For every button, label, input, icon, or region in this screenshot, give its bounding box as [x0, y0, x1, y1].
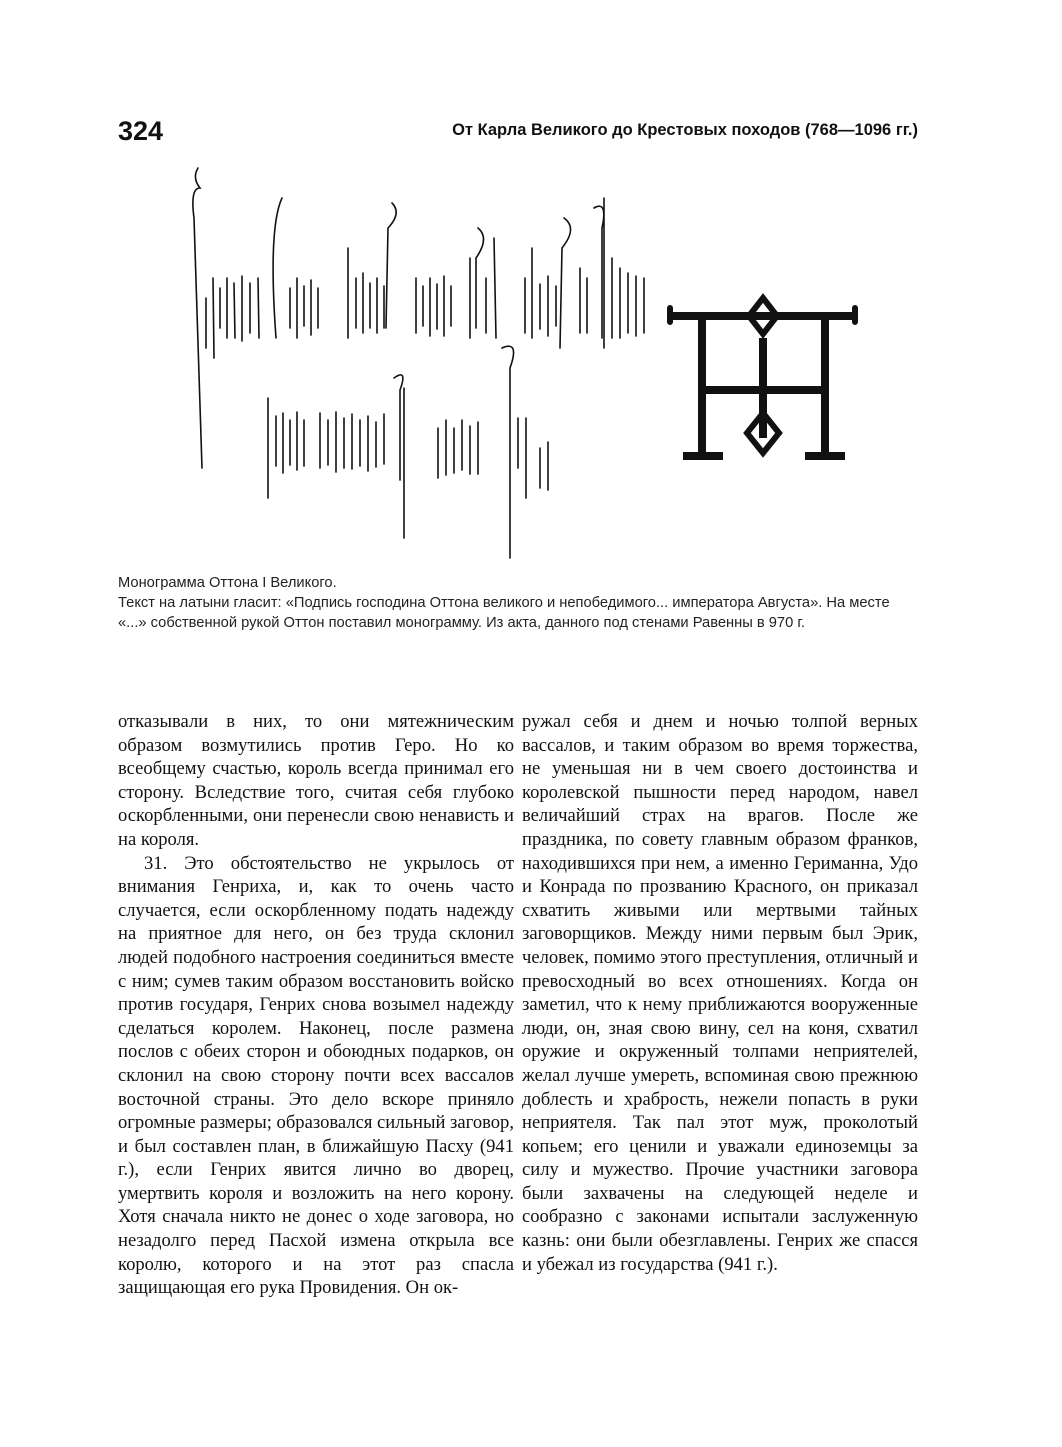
figure-caption: [118, 573, 898, 633]
caption-body: Текст на латыни гласит: «Подпись господина Оттона великого и непобедимого... императора Августа». На месте «...» собственной рукой Оттон поставил монограмму. Из акта, данного под стенами Равенны в 970 г.: [118, 595, 890, 631]
monogram-illustration: [180, 158, 880, 566]
page-header: [118, 112, 918, 152]
text-column-right: [522, 710, 918, 1276]
caption-title: Монограмма Оттона I Великого.: [118, 575, 337, 591]
text-column-left: [118, 710, 514, 1300]
paragraph: ружал себя и днем и ночью толпой верных вассалов, и таким образом во время торжества, не уменьшая ни в чем своего достоинства и королевской пышности перед народом, навел величайший страх на врагов. После же праздника, по совету главным образом франков, находившихся при нем, а именно Гериманна, Удо и Конрада по прозванию Красного, он приказал схватить живыми или мертвыми тайных заговорщиков. Между ними первым был Эрик, человек, помимо этого преступления, отличный и превосходный во всех отношениях. Когда он заметил, что к нему приближаются вооруженные люди, он, зная свою вину, сел на коня, схватил оружие и окруженный толпами неприятелей, желал лучше умереть, вспоминая свою прежнюю доблесть и храбрость, нежели попасть в руки неприятеля. Так пал этот муж, проколотый копьем; его ценили и уважали единоземцы за силу и мужество. Прочие участники заговора были захвачены на следующей неделе и сообразно с законами испытали заслуженную казнь: они были обезглавлены. Генрих же спасся и убежал из государства (941 г.).: [522, 711, 918, 1275]
paragraph: 31. Это обстоятельство не укрылось от внимания Генриха, и, как то очень часто случается, если оскорбленному подать надежду на приятное для него, он без труда склонил людей подобного настроения соединиться вместе с ним; сумев таким образом восстановить войско против государя, Генрих снова возымел надежду сделаться королем. Наконец, после размена послов с обеих сторон и обоюдных подарков, он склонил на свою сторону почти всех вассалов восточной страны. Это дело вскоре приняло огромные размеры; образовался сильный заговор, и был составлен план, в ближайшую Пасху (941 г.), если Генрих явится лично во дворец, умертвить короля и возложить на него корону. Хотя сначала никто не донес о ходе заговора, но незадолго перед Пасхой измена открыла все королю, которого и на этот раз спасла защищающая его рука Провидения. Он ок-: [118, 852, 515, 1299]
monogram-signature-image: [180, 158, 880, 566]
running-title: От Карла Великого до Крестовых походов (768—1096 гг.): [452, 121, 918, 139]
paragraph: отказывали в них, то они мятежническим образом возмутились против Геро. Но ко всеобщему счастью, король всегда принимал его сторону. Вследствие того, считая себя глубоко оскорбленными, они перенесли свою ненависть и на короля.: [118, 711, 514, 850]
page-number: 324: [118, 116, 164, 146]
